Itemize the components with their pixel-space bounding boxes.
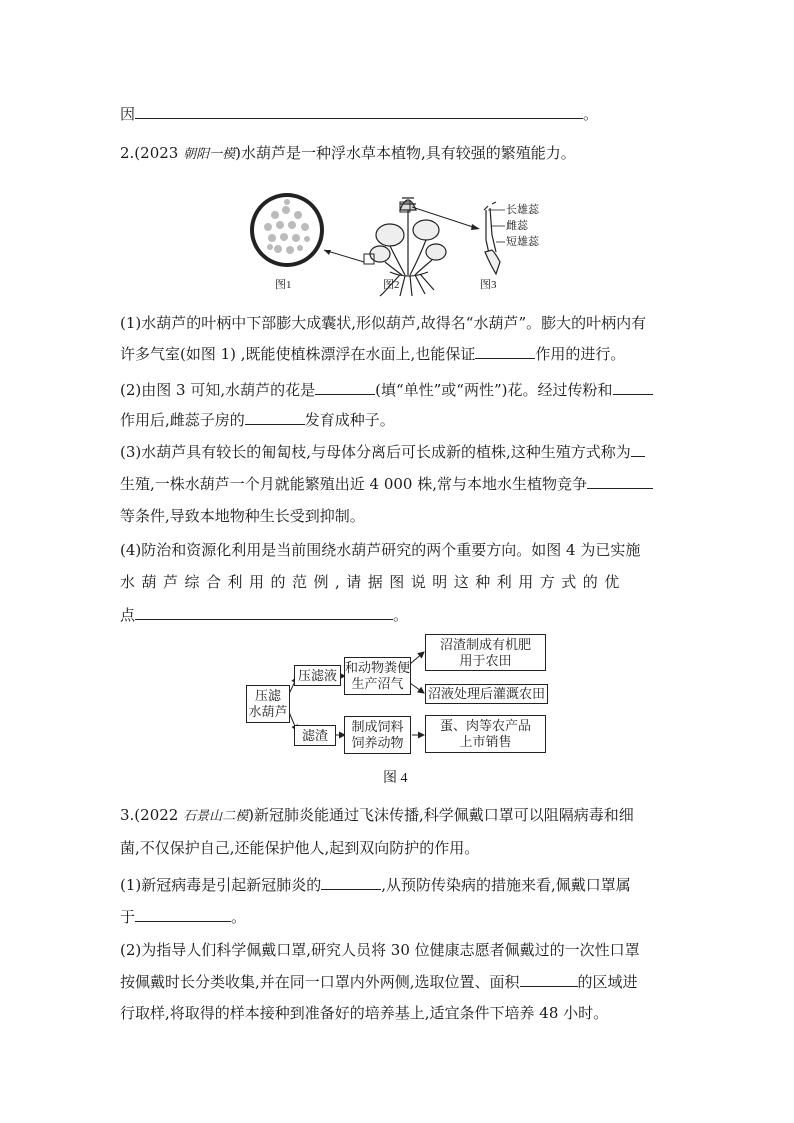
flow-box-residue: 滤渣 <box>294 725 336 746</box>
q2-p4-line1: (4)防治和资源化利用是当前围绕水葫芦研究的两个重要方向。如图 4 为已实施 <box>120 541 641 559</box>
label-long-stamen: 长雄蕊 <box>506 204 539 216</box>
q1-answer-line: 因 。 <box>120 105 599 123</box>
q3-p2-line3: 行取样,将取得的样本接种到准备好的培养基上,适宜条件下培养 48 小时。 <box>120 1004 609 1022</box>
q2-p1-line1: (1)水葫芦的叶柄中下部膨大成囊状,形似葫芦,故得名“水葫芦”。膨大的叶柄内有 <box>120 314 647 332</box>
q3-intro-line2: 菌,不仅保护自己,还能保护他人,起到双向防护的作用。 <box>120 839 480 857</box>
caption-fig2: 图2 <box>383 279 400 291</box>
q3-p1-line2: 于 。 <box>120 908 247 926</box>
flow-box-irrigation: 沼液处理后灌溉农田 <box>425 684 548 704</box>
label-pistil: 雌蕊 <box>506 220 528 232</box>
q3-p2-line2: 按佩戴时长分类收集,并在同一口罩内外两侧,选取位置、面积 的区域进 <box>120 973 638 991</box>
q2-p2-line1: (2)由图 3 可知,水葫芦的花是 (填“单性”或“两性”)花。经过传粉和 <box>120 379 653 400</box>
q2-p4-line3: 点 。 <box>120 606 409 624</box>
flow-box-fertilizer: 沼渣制成有机肥 用于农田 <box>425 634 546 671</box>
caption-fig3: 图3 <box>480 279 497 291</box>
q2-p3-line1: (3)水葫芦具有较长的匍匐枝,与母体分离后可长成新的植株,这种生殖方式称为 <box>120 441 645 462</box>
label-short-stamen: 短雄蕊 <box>506 236 539 248</box>
q2-p1-line2: 许多气室(如图 1) ,既能使植株漂浮在水面上,也能保证 作用的进行。 <box>120 345 626 363</box>
q2-p3-line3: 等条件,导致本地物种生长受到抑制。 <box>120 507 365 525</box>
caption-fig1: 图1 <box>275 279 292 291</box>
q2-p2-line2: 作用后,雌蕊子房的 发育成种子。 <box>120 411 395 429</box>
q3-intro-line1: 3.(2022 石景山二模)新冠肺炎能通过飞沫传播,科学佩戴口罩可以阻隔病毒和细 <box>120 806 634 824</box>
q2-intro: 2.(2023 朝阳一模)水葫芦是一种浮水草本植物,具有较强的繁殖能力。 <box>120 144 576 162</box>
flow-box-biogas: 和动物粪便 生产沼气 <box>344 657 411 695</box>
q3-p1-line1: (1)新冠病毒是引起新冠肺炎的 ,从预防传染病的措施来看,佩戴口罩属 <box>120 876 631 894</box>
flow-box-feed: 制成饲料 饲养动物 <box>344 716 411 754</box>
answer-blank[interactable] <box>520 971 578 987</box>
q2-p4-line2: 水葫芦综合利用的范例,请据图说明这种利用方式的优 <box>120 573 626 591</box>
answer-blank[interactable] <box>135 906 231 922</box>
answer-blank[interactable] <box>321 874 381 890</box>
flow-box-filtrate: 压滤液 <box>294 665 341 686</box>
caption-fig4: 图 4 <box>383 771 408 786</box>
q2-p3-line2: 生殖,一株水葫芦一个月就能繁殖出近 4 000 株,常与本地水生植物竞争 <box>120 473 653 494</box>
q3-p2-line1: (2)为指导人们科学佩戴口罩,研究人员将 30 位健康志愿者佩戴过的一次性口罩 <box>120 941 640 959</box>
flow-box-market: 蛋、肉等农产品 上市销售 <box>425 715 546 753</box>
flow-box-pressed-hyacinth: 压滤 水葫芦 <box>246 685 290 723</box>
